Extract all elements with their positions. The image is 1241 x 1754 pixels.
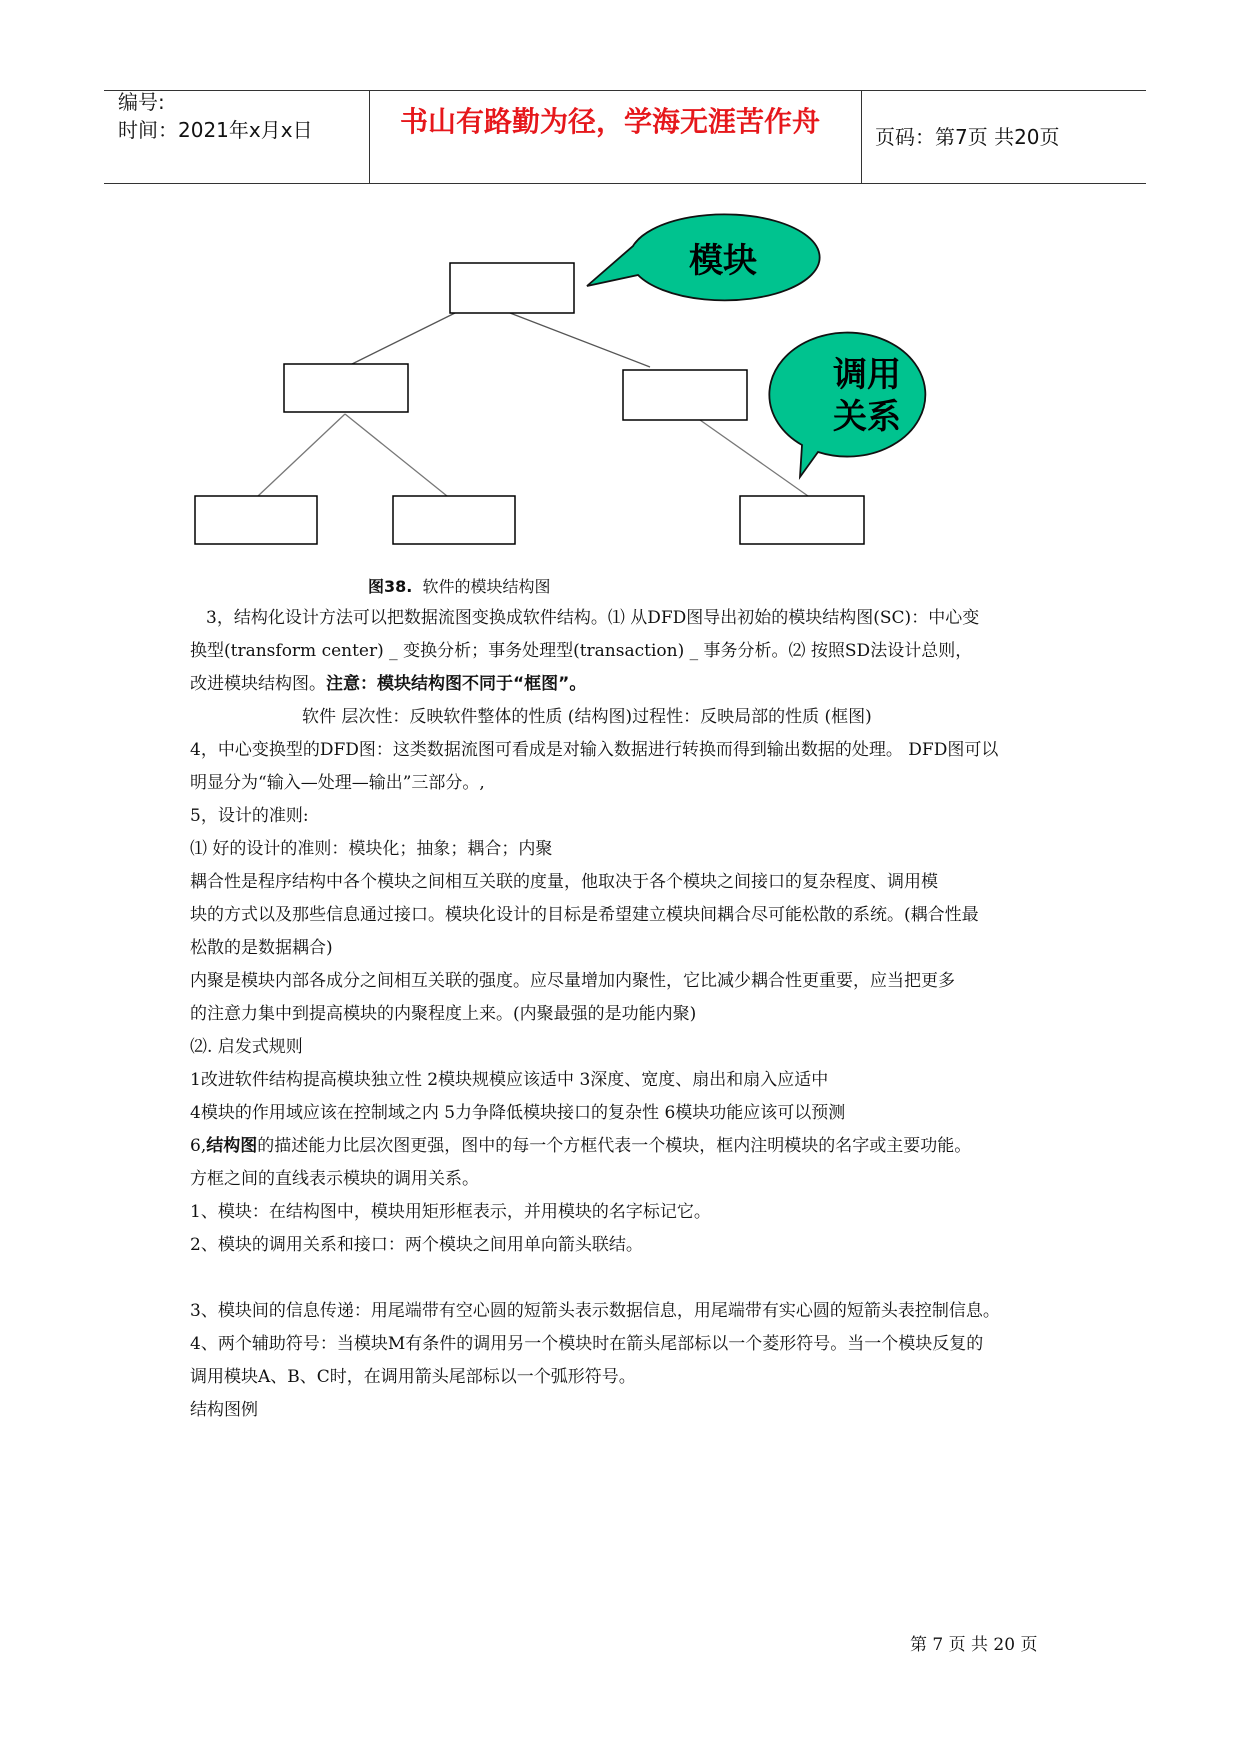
callout-module-text: 模块 bbox=[689, 241, 757, 281]
header-time-label: 时间：2021年x月x日 bbox=[118, 118, 313, 142]
paragraph-auxiliary-symbols-line2: 调用模块A、B、C时，在调用箭头尾部标以一个弧形符号。 bbox=[190, 1367, 636, 1387]
module-box-right bbox=[623, 370, 747, 420]
paragraph-sd-method-line3-text: 改进模块结构图。 bbox=[190, 674, 326, 694]
paragraph-call-relation: 2、模块的调用关系和接口：两个模块之间用单向箭头联结。 bbox=[190, 1235, 643, 1255]
paragraph-structure-chart-prefix: 6, bbox=[190, 1136, 207, 1156]
paragraph-info-passing: 3、模块间的信息传递：用尾端带有空心圆的短箭头表示数据信息，用尾端带有实心圆的短箭头表控制信息。 bbox=[190, 1301, 1000, 1321]
header-motto: 书山有路勤为径，学海无涯苦作舟 bbox=[399, 105, 820, 138]
paragraph-heuristic-rules-1: 1改进软件结构提高模块独立性 2模块规模应该适中 3深度、宽度、扇出和扇入应适中 bbox=[190, 1070, 829, 1090]
paragraph-transform-dfd bbox=[190, 734, 1060, 800]
paragraph-coupling-line3: 松散的是数据耦合) bbox=[190, 938, 333, 958]
paragraph-coupling-line2: 块的方式以及那些信息通过接口。模块化设计的目标是希望建立模块间耦合尽可能松散的系统。(耦合性最 bbox=[190, 905, 979, 925]
figure-caption bbox=[368, 574, 551, 597]
connector-left-a bbox=[258, 414, 345, 496]
header-page-info: 页码：第7页 共20页 bbox=[875, 125, 1060, 149]
paragraph-sd-method-line3 bbox=[190, 668, 1060, 701]
figure-caption-text: 软件的模块结构图 bbox=[422, 577, 551, 596]
figure-caption-label: 图38. bbox=[368, 577, 413, 596]
module-box-root bbox=[450, 263, 574, 313]
module-box-leaf-c bbox=[740, 496, 864, 544]
paragraph-structure-chart-line2: 方框之间的直线表示模块的调用关系。 bbox=[190, 1169, 479, 1189]
paragraph-structure-example: 结构图例 bbox=[190, 1400, 258, 1420]
module-box-leaf-a bbox=[195, 496, 317, 544]
paragraph-transform-dfd-line1: 4，中心变换型的DFD图：这类数据流图可看成是对输入数据进行转换而得到输出数据的处理。 DFD图可以 bbox=[190, 740, 999, 760]
paragraph-design-criteria-title: 5，设计的准则: bbox=[190, 806, 309, 826]
paragraph-auxiliary-symbols-line1: 4、两个辅助符号：当模块M有条件的调用另一个模块时在箭头尾部标以一个菱形符号。当一个模块反复的 bbox=[190, 1334, 984, 1354]
paragraph-cohesion-line1: 内聚是模块内部各成分之间相互关联的强度。应尽量增加内聚性，它比减少耦合性更重要，应当把更多 bbox=[190, 971, 955, 991]
paragraph-heuristic-title: ⑵. 启发式规则 bbox=[190, 1037, 303, 1057]
callout-call-text-line1: 调用 bbox=[833, 355, 901, 395]
paragraph-cohesion bbox=[190, 965, 1060, 1031]
paragraph-auxiliary-symbols bbox=[190, 1328, 1060, 1394]
paragraph-transform-dfd-line2: 明显分为“输入—处理—输出”三部分。, bbox=[190, 773, 485, 793]
paragraph-software-properties: 软件 层次性：反映软件整体的性质 (结构图)过程性：反映局部的性质 (框图) bbox=[302, 707, 872, 727]
paragraph-structure-chart-line1 bbox=[190, 1130, 1060, 1163]
footer-page-number: 第 7 页 共 20 页 bbox=[910, 1635, 1038, 1655]
module-box-leaf-b bbox=[393, 496, 515, 544]
paragraph-sd-method bbox=[190, 602, 1060, 701]
callout-call-text-line2: 关系 bbox=[833, 397, 901, 437]
paragraph-good-design-criteria: ⑴ 好的设计的准则：模块化；抽象；耦合；内聚 bbox=[190, 839, 553, 859]
paragraph-heuristic-rules-2: 4模块的作用域应该在控制域之内 5力争降低模块接口的复杂性 6模块功能应该可以预测 bbox=[190, 1103, 846, 1123]
paragraph-sd-method-line2: 换型(transform center) _ 变换分析；事务处理型(transaction) _ 事务分析。⑵ 按照SD法设计总则， bbox=[190, 641, 973, 661]
paragraph-sd-method-line1: 3，结构化设计方法可以把数据流图变换成软件结构。⑴ 从DFD图导出初始的模块结构图(SC)：中心变 bbox=[206, 608, 980, 628]
paragraph-coupling-line1: 耦合性是程序结构中各个模块之间相互关联的度量，他取决于各个模块之间接口的复杂程度、调用模 bbox=[190, 872, 938, 892]
module-structure-diagram bbox=[0, 0, 1241, 560]
connector-left-b bbox=[345, 414, 447, 496]
paragraph-structure-chart-rest: 的描述能力比层次图更强，图中的每一个方框代表一个模块，框内注明模块的名字或主要功能。 bbox=[257, 1136, 972, 1156]
header-number-label: 编号: bbox=[118, 90, 165, 114]
paragraph-module-definition: 1、模块：在结构图中，模块用矩形框表示，并用模块的名字标记它。 bbox=[190, 1202, 711, 1222]
module-box-left bbox=[284, 364, 408, 412]
paragraph-cohesion-line2: 的注意力集中到提高模块的内聚程度上来。(内聚最强的是功能内聚) bbox=[190, 1004, 697, 1024]
paragraph-sd-method-note: 注意：模块结构图不同于“框图”。 bbox=[326, 674, 587, 694]
connector-root-left bbox=[350, 313, 455, 365]
paragraph-structure-chart-term: 结构图 bbox=[206, 1136, 258, 1156]
connector-root-right bbox=[510, 313, 650, 367]
paragraph-structure-chart bbox=[190, 1130, 1060, 1196]
paragraph-coupling bbox=[190, 866, 1060, 965]
